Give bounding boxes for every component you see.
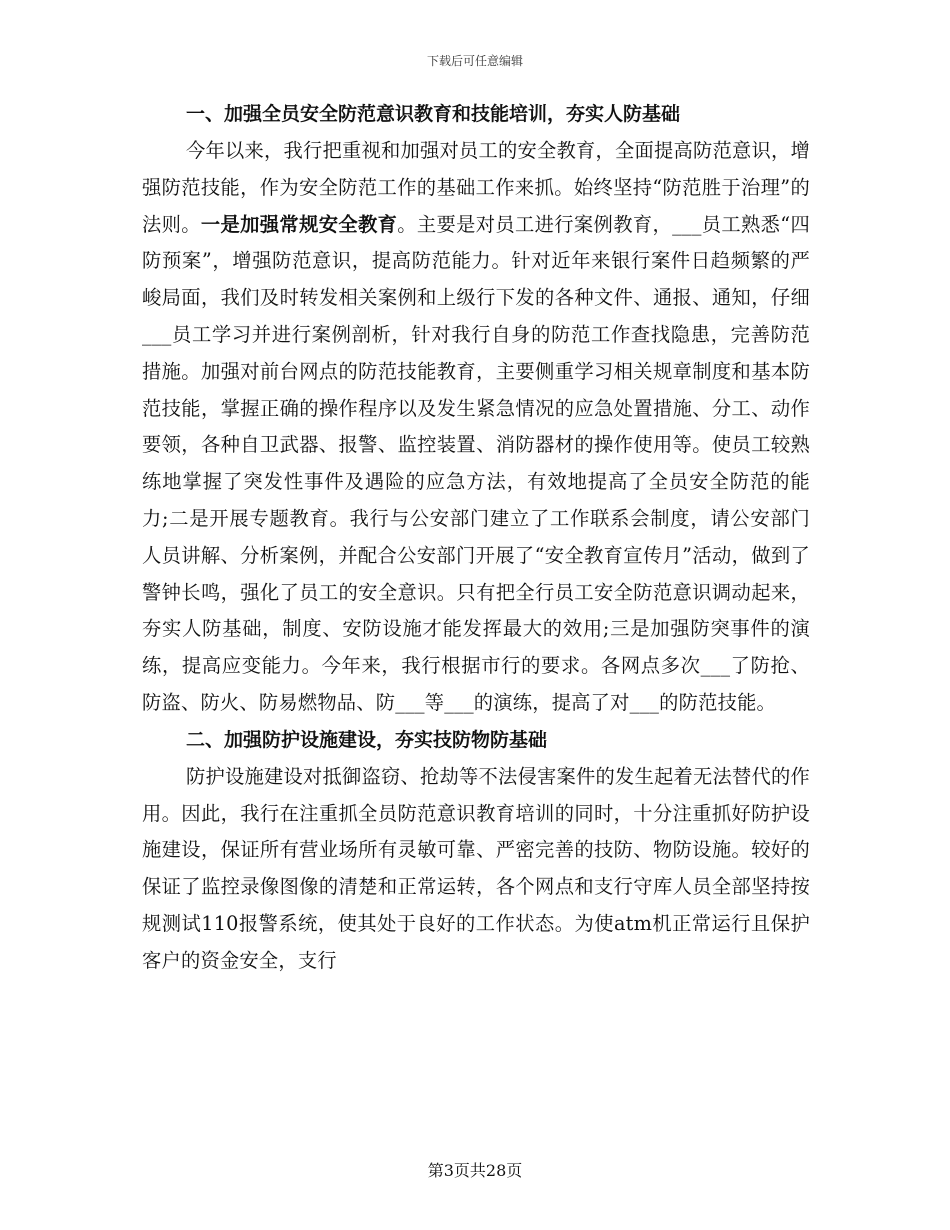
section-1-bold-phrase: 一是加强常规安全教育 [200,212,398,236]
section-1-paragraph [142,133,810,722]
section-1-text-b: 。主要是对员工进行案例教育，___员工熟悉“四防预案”，增强防范意识，提高防范能力。针对近年来银行案件日趋频繁的严峻局面，我们及时转发相关案例和上级行下发的各种文件、通报、通知，仔细___员工学习并进行案例剖析，针对我行自身的防范工作查找隐患，完善防范措施。加强对前台网点的防范技能教育，主要侧重学习相关规章制度和基本防范技能，掌握正确的操作程序以及发生紧急情况的应急处置措施、分工、动作要领，各种自卫武器、报警、监控装置、消防器材的操作使用等。使员工较熟练地掌握了突发性事件及遇险的应急方法，有效地提高了全员安全防范的能力;二是开展专题教育。我行与公安部门建立了工作联系会制度，请公安部门人员讲解、分析案例，并配合公安部门开展了“安全教育宣传月”活动，做到了警钟长鸣，强化了员工的安全意识。只有把全行员工安全防范意识调动起来，夯实人防基础，制度、安防设施才能发挥最大的效用;三是加强防突事件的演练，提高应变能力。今年来，我行根据市行的要求。各网点多次___了防抢、防盗、防火、防易燃物品、防___等___的演练，提高了对___的防范技能。 [142,212,810,714]
section-2-paragraph: 防护设施建设对抵御盗窃、抢劫等不法侵害案件的发生起着无法替代的作用。因此，我行在注重抓全员防范意识教育培训的同时，十分注重抓好防护设施建设，保证所有营业场所有灵敏可靠、严密完善的技防、物防设施。较好的保证了监控录像图像的清楚和正常运转，各个网点和支行守库人员全部坚持按规测试110报警系统，使其处于良好的工作状态。为使atm机正常运行且保护客户的资金安全，支行 [142,764,810,972]
header-note: 下载后可任意编辑 [426,54,523,68]
section-2-heading: 二、加强防护设施建设，夯实技防物防基础 [186,728,548,751]
section-1-text-a: 今年以来，我行把重视和加强对员工的安全教育，全面提高防范意识，增强防范技能，作为安全防范工作的基础工作来抓。始终坚持“防范胜于治理”的法则。 [142,139,810,236]
document-page [142,96,810,980]
page-number-footer: 第3页共28页 [427,1161,523,1180]
section-1-heading: 一、加强全员安全防范意识教育和技能培训，夯实人防基础 [186,103,681,125]
